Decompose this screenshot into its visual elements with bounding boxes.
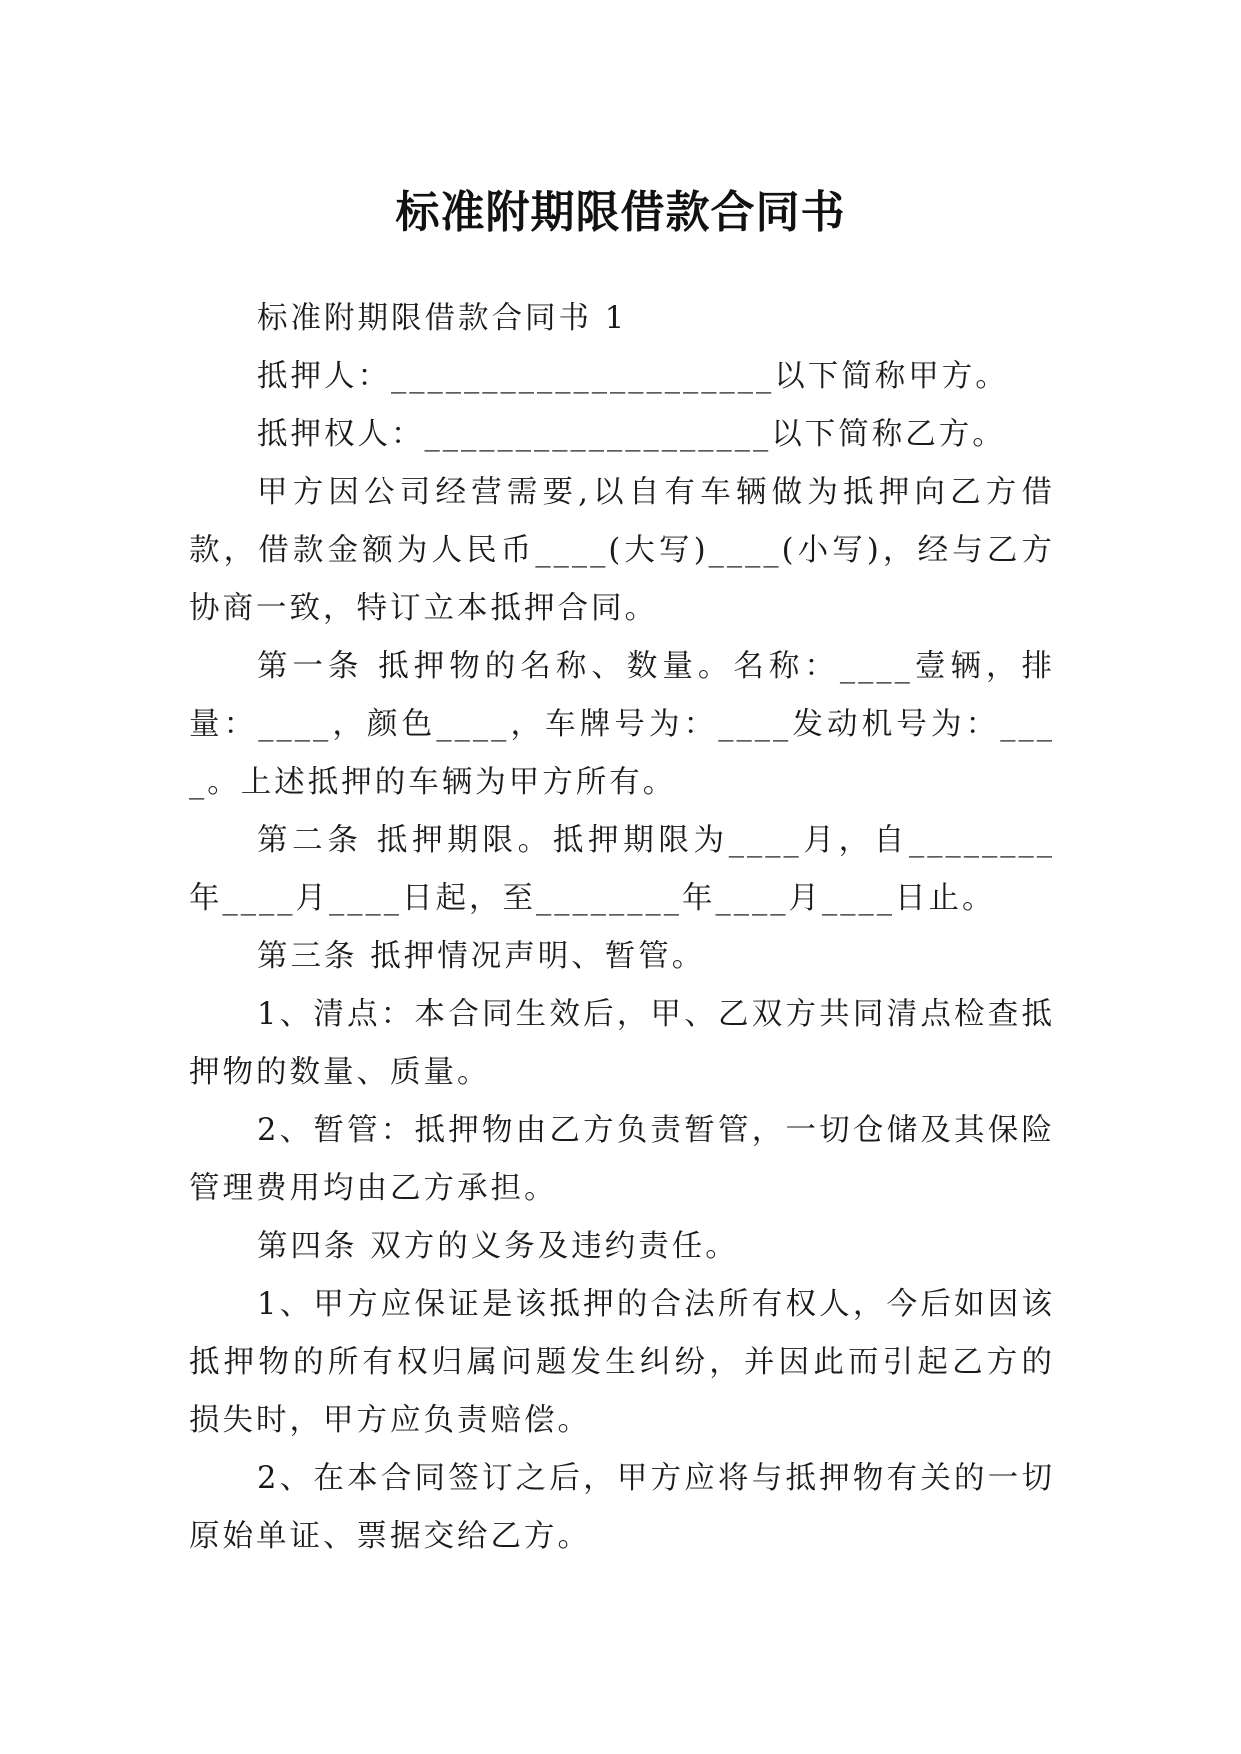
- paragraph-article-1: 第一条 抵押物的名称、数量。名称：____壹辆，排量：____，颜色____，车牌号为：____发动机号为：____。上述抵押的车辆为甲方所有。: [189, 649, 1055, 800]
- paragraph-article-3-item-2: 2、暂管：抵押物由乙方负责暂管，一切仓储及其保险管理费用均由乙方承担。: [189, 1113, 1055, 1206]
- paragraph-preamble: 甲方因公司经营需要,以自有车辆做为抵押向乙方借款，借款金额为人民币____(大写)____(小写)，经与乙方协商一致，特订立本抵押合同。: [189, 475, 1055, 626]
- paragraph-article-2: 第二条 抵押期限。抵押期限为____月，自________年____月____日起，至________年____月____日止。: [189, 823, 1055, 916]
- document-title: 标准附期限借款合同书: [395, 187, 846, 239]
- paragraph-article-3: 第三条 抵押情况声明、暂管。: [257, 939, 706, 974]
- document-body: [189, 290, 1055, 1566]
- paragraph-heading: 标准附期限借款合同书 1: [257, 301, 628, 336]
- paragraph-mortgagor: 抵押人：_____________________以下简称甲方。: [257, 359, 1009, 394]
- paragraph-article-3-item-1: 1、清点：本合同生效后，甲、乙双方共同清点检查抵押物的数量、质量。: [189, 997, 1055, 1090]
- paragraph-article-4: 第四条 双方的义务及违约责任。: [257, 1229, 739, 1264]
- paragraph-article-4-item-1: 1、甲方应保证是该抵押的合法所有权人，今后如因该抵押物的所有权归属问题发生纠纷，并因此而引起乙方的损失时，甲方应负责赔偿。: [189, 1287, 1055, 1438]
- paragraph-mortgagee: 抵押权人：___________________以下简称乙方。: [257, 417, 1006, 452]
- paragraph-article-4-item-2: 2、在本合同签订之后，甲方应将与抵押物有关的一切原始单证、票据交给乙方。: [189, 1461, 1055, 1554]
